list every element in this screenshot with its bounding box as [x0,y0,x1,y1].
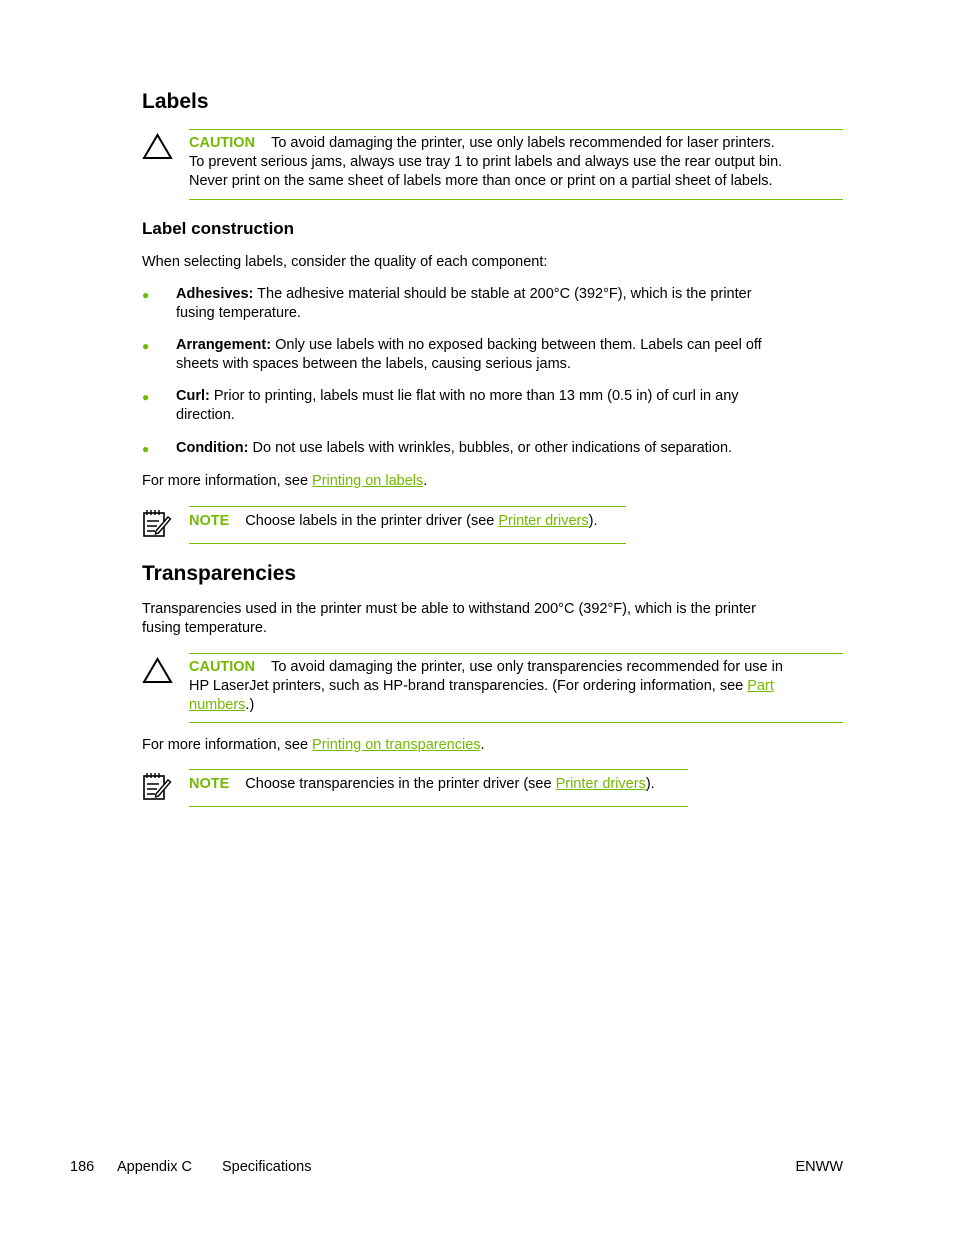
caution-text-line2: HP LaserJet printers, such as HP-brand transparencies. (For ordering information, see [189,678,748,694]
caution-label: CAUTION [189,659,256,675]
footer-page-number: 186 [70,1159,95,1175]
bullet-icon: ● [142,390,150,404]
caution-top-rule [189,129,843,130]
caution-text-line3: Never print on the same sheet of labels more than once or print on a partial sheet of labels. [189,173,773,189]
intro-line1: Transparencies used in the printer must be able to withstand 200°C (392°F), which is the printer [142,601,756,617]
list-item [176,387,836,425]
note-block-labels [189,512,597,531]
section-title-transparencies: Transparencies [142,562,297,585]
note-block-transparencies [189,775,655,794]
more-info-prefix: For more information, see [142,737,313,753]
link-printing-on-labels[interactable]: Printing on labels [312,473,424,489]
note-prefix: Choose transparencies in the printer driver (see [245,776,556,792]
note-top-rule [189,769,688,770]
caution-suffix: .) [245,697,255,713]
more-info-suffix: . [480,737,485,753]
bullet-icon: ● [142,288,150,302]
bullet-desc-line2: fusing temperature. [176,305,301,321]
note-top-rule [189,506,626,507]
caution-icon [142,133,173,160]
caution-label: CAUTION [189,135,256,151]
caution-text-line2: To prevent serious jams, always use tray 1 to print labels and always use the rear output bin. [189,154,783,170]
bullet-term: Condition: [176,440,249,456]
bullet-term: Adhesives: [176,286,254,302]
footer-chapter: Appendix C [117,1159,192,1175]
bullet-term: Curl: [176,388,210,404]
section-title-labels: Labels [142,90,209,113]
caution-block-labels [189,134,839,191]
link-part-numbers[interactable]: Part [747,678,774,694]
note-suffix: ). [645,776,655,792]
more-info-prefix: For more information, see [142,473,313,489]
caution-icon [142,657,173,684]
caution-text-line1: To avoid damaging the printer, use only transparencies recommended for use in [271,659,783,675]
note-icon [142,508,172,538]
caution-bottom-rule [189,722,843,723]
link-printer-drivers[interactable]: Printer drivers [498,513,589,529]
caution-bottom-rule [189,199,843,200]
more-info-transparencies [142,736,842,755]
note-icon [142,771,172,801]
caution-text-line1: To avoid damaging the printer, use only labels recommended for laser printers. [271,135,775,151]
link-part-numbers-cont[interactable]: numbers [189,697,246,713]
bullet-icon: ● [142,339,150,353]
list-item [176,336,836,374]
bullet-desc-line2: direction. [176,407,235,423]
note-label: NOTE [189,776,230,792]
intro-line2: fusing temperature. [142,620,267,636]
note-bottom-rule [189,543,626,544]
note-suffix: ). [588,513,598,529]
list-item [176,439,836,458]
caution-block-transparencies [189,658,839,715]
bullet-desc-line2: sheets with spaces between the labels, causing serious jams. [176,356,571,372]
bullet-desc: Do not use labels with wrinkles, bubbles, or other indications of separation. [248,440,733,456]
more-info-suffix: . [423,473,428,489]
link-printer-drivers[interactable]: Printer drivers [555,776,646,792]
transparencies-intro [142,600,842,638]
subheading-label-construction: Label construction [142,219,295,238]
bullet-term: Arrangement: [176,337,272,353]
list-item [176,285,836,323]
bullet-desc: The adhesive material should be stable at 200°C (392°F), which is the printer [253,286,752,302]
note-label: NOTE [189,513,230,529]
intro-text: When selecting labels, consider the quality of each component: [142,254,548,270]
bullet-icon: ● [142,442,150,456]
caution-top-rule [189,653,843,654]
note-prefix: Choose labels in the printer driver (see [245,513,499,529]
bullet-desc: Prior to printing, labels must lie flat with no more than 13 mm (0.5 in) of curl in any [209,388,739,404]
link-printing-on-transparencies[interactable]: Printing on transparencies [312,737,481,753]
footer-right: ENWW [795,1159,843,1175]
bullet-desc: Only use labels with no exposed backing between them. Labels can peel off [271,337,762,353]
footer-section: Specifications [222,1159,312,1175]
note-bottom-rule [189,806,688,807]
more-info-labels [142,472,842,491]
